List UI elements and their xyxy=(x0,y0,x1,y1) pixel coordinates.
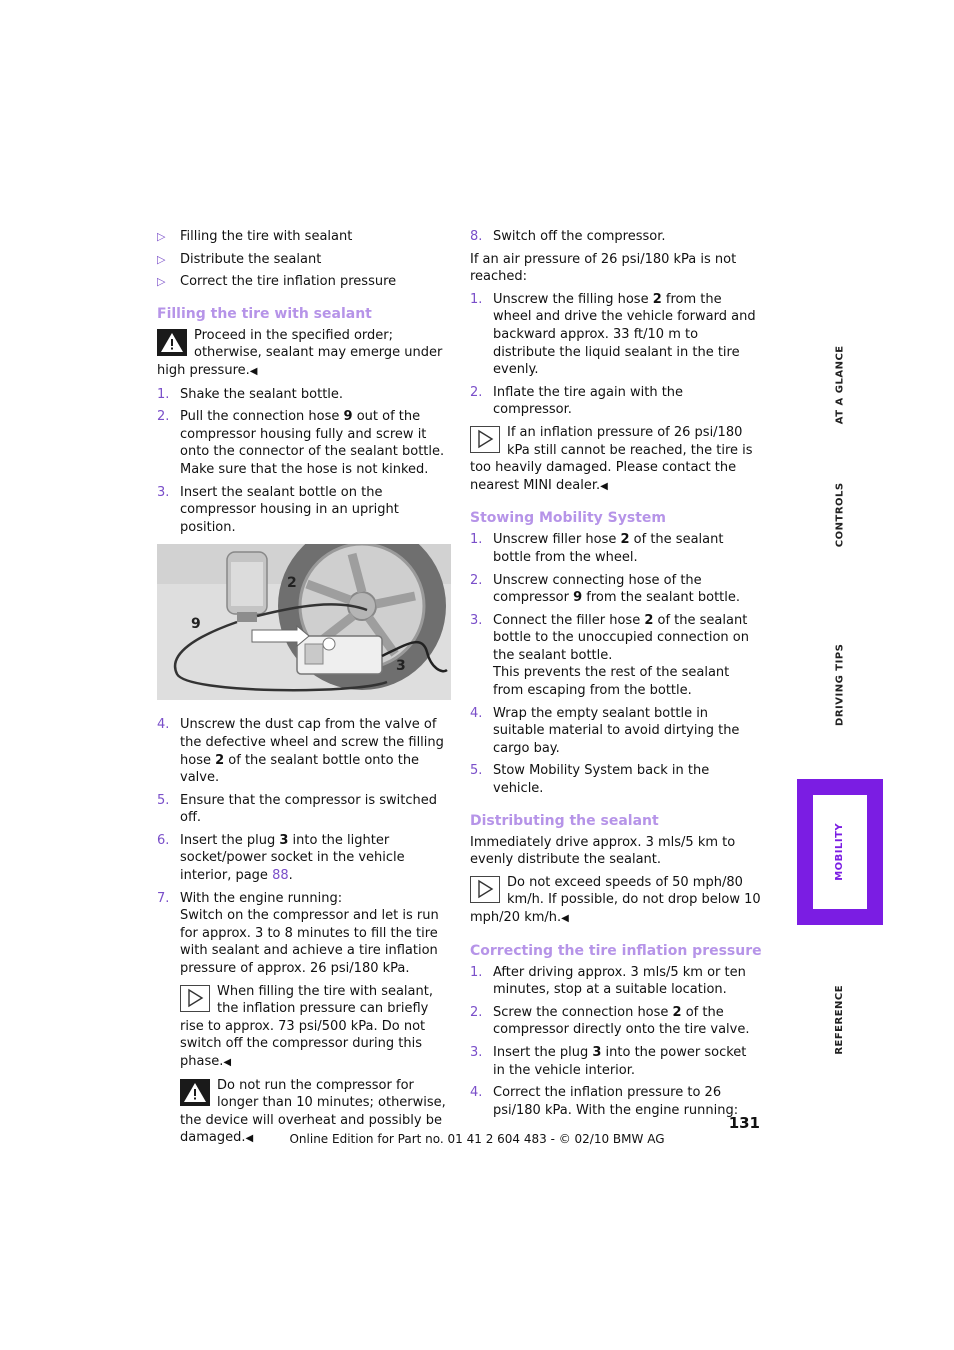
list-item: 8. Switch off the compressor. xyxy=(470,229,666,244)
hint-note: When filling the tire with sealant, the inflation pressure can briefly rise to approx. 73 psi/500 kPa. Do not switch off the compressor during this phase.◀ xyxy=(180,983,433,1069)
list-item: 2. Inflate the tire again with the compressor. xyxy=(470,384,684,418)
end-marker-icon: ◀ xyxy=(245,1133,254,1145)
footer: Online Edition for Part no. 01 41 2 604 483 - © 02/10 BMW AG xyxy=(289,1132,665,1146)
paragraph: Immediately drive approx. 3 mls/5 km to evenly distribute the sealant. xyxy=(470,834,736,868)
page-reference-link[interactable]: 88 xyxy=(272,868,289,884)
list-item: 6. Insert the plug 3 into the lighter socket/power socket in the vehicle interior, page 88. xyxy=(157,832,405,884)
page-number: 131 xyxy=(728,1114,760,1132)
tab-mobility[interactable] xyxy=(797,779,883,925)
callout-9: 9 xyxy=(191,616,201,633)
list-item: 3. Insert the sealant bottle on the compressor housing in an upright position. xyxy=(157,484,399,535)
callout-2: 2 xyxy=(287,575,297,592)
list-item: 1. Shake the sealant bottle. xyxy=(157,386,344,402)
list-item: 4. Unscrew the dust cap from the valve of the defective wheel and screw the filling hose 2 of the sealant bottle onto the valve. xyxy=(157,717,444,786)
bullet-item: ▷ Filling the tire with sealant xyxy=(157,229,353,244)
warning-note: Do not run the compressor for longer than 10 minutes; otherwise, the device will overheat and possibly be damaged.◀ xyxy=(180,1077,446,1146)
right-column xyxy=(470,228,762,1124)
filling-steps-part1 xyxy=(157,386,447,537)
end-marker-icon: ◀ xyxy=(223,1057,232,1068)
intro-bullet-list xyxy=(157,228,447,291)
bullet-item: ▷ Correct the tire inflation pressure xyxy=(157,274,397,290)
end-marker-icon: ◀ xyxy=(561,913,569,924)
list-item: 4. Wrap the empty sealant bottle in suitable material to avoid dirtying the cargo bay. xyxy=(470,705,740,756)
tab-controls[interactable]: CONTROLS xyxy=(834,482,846,548)
paragraph: If an air pressure of 26 psi/180 kPa is not reached: xyxy=(470,251,737,285)
hint-arrow-icon xyxy=(470,876,500,903)
list-item: 3. Insert the plug 3 into the power socket in the vehicle interior. xyxy=(470,1044,747,1078)
filling-steps-part2 xyxy=(157,716,447,977)
section-heading-filling: Filling the tire with sealant xyxy=(157,305,372,322)
section-heading-distributing: Distributing the sealant xyxy=(470,812,659,829)
tab-reference[interactable]: REFERENCE xyxy=(834,985,846,1055)
end-marker-icon: ◀ xyxy=(249,365,258,377)
list-item: 5. Ensure that the compressor is switched off. xyxy=(157,792,437,826)
warning-triangle-icon xyxy=(180,1079,210,1106)
tab-driving-tips[interactable]: DRIVING TIPS xyxy=(834,643,846,727)
tab-mobility-inner: MOBILITY xyxy=(813,795,867,909)
end-marker-icon: ◀ xyxy=(600,480,608,492)
mobility-system-illustration xyxy=(157,544,451,700)
hint-note: Do not exceed speeds of 50 mph/80 km/h. If possible, do not drop below 10 mph/20 km/h.◀ xyxy=(470,874,761,925)
triangle-right-icon: ▷ xyxy=(157,275,166,289)
list-item: 5. Stow Mobility System back in the vehicle. xyxy=(470,763,710,797)
list-item: 7. With the engine running: Switch on the compressor and let is run for approx. 3 to 8 minutes to fill the tire with sealant and achieve a tire inflation pressure of approx. 26 psi/180 kPa. xyxy=(157,890,439,977)
list-item: 2. Screw the connection hose 2 of the compressor directly onto the tire valve. xyxy=(470,1004,750,1038)
section-heading-correcting: Correcting the tire inflation pressure xyxy=(470,942,762,959)
list-item: 2. Unscrew connecting hose of the compressor 9 from the sealant bottle. xyxy=(470,572,741,606)
warning-triangle-icon xyxy=(157,329,187,356)
tab-at-a-glance[interactable]: AT A GLANCE xyxy=(834,345,846,425)
list-item: 2. Pull the connection hose 9 out of the compressor housing fully and screw it onto the connector of the sealant bottle. Make sure that the hose is not kinked. xyxy=(157,409,445,477)
list-item: 1. After driving approx. 3 mls/5 km or ten minutes, stop at a suitable location. xyxy=(470,964,746,998)
triangle-right-icon: ▷ xyxy=(157,230,166,243)
list-item: 1. Unscrew filler hose 2 of the sealant bottle from the wheel. xyxy=(470,532,724,565)
hint-arrow-icon xyxy=(180,985,210,1012)
list-item: 4. Correct the inflation pressure to 26 psi/180 kPa. With the engine running: xyxy=(470,1085,739,1118)
callout-3: 3 xyxy=(396,658,406,675)
section-heading-stowing: Stowing Mobility System xyxy=(470,510,666,527)
hint-arrow-icon xyxy=(470,426,500,453)
triangle-right-icon: ▷ xyxy=(157,252,166,266)
left-column xyxy=(157,228,447,1153)
warning-note: Proceed in the specified order; otherwise, sealant may emerge under high pressure.◀ xyxy=(157,327,443,378)
bullet-item: ▷ Distribute the sealant xyxy=(157,251,322,267)
chapter-tabs xyxy=(797,290,883,1080)
list-item: 1. Unscrew the filling hose 2 from the wheel and drive the vehicle forward and backward approx. 33 ft/10 m to distribute the liquid sealant in the tire evenly. xyxy=(470,291,756,378)
list-item: 3. Connect the filler hose 2 of the sealant bottle to the unoccupied connection on the sealant bottle. This prevents the rest of the sealant from escaping from the bottle. xyxy=(470,612,749,699)
hint-note: If an inflation pressure of 26 psi/180 kPa still cannot be reached, the tire is too heavily damaged. Please contact the nearest MINI dealer.◀ xyxy=(470,424,753,493)
